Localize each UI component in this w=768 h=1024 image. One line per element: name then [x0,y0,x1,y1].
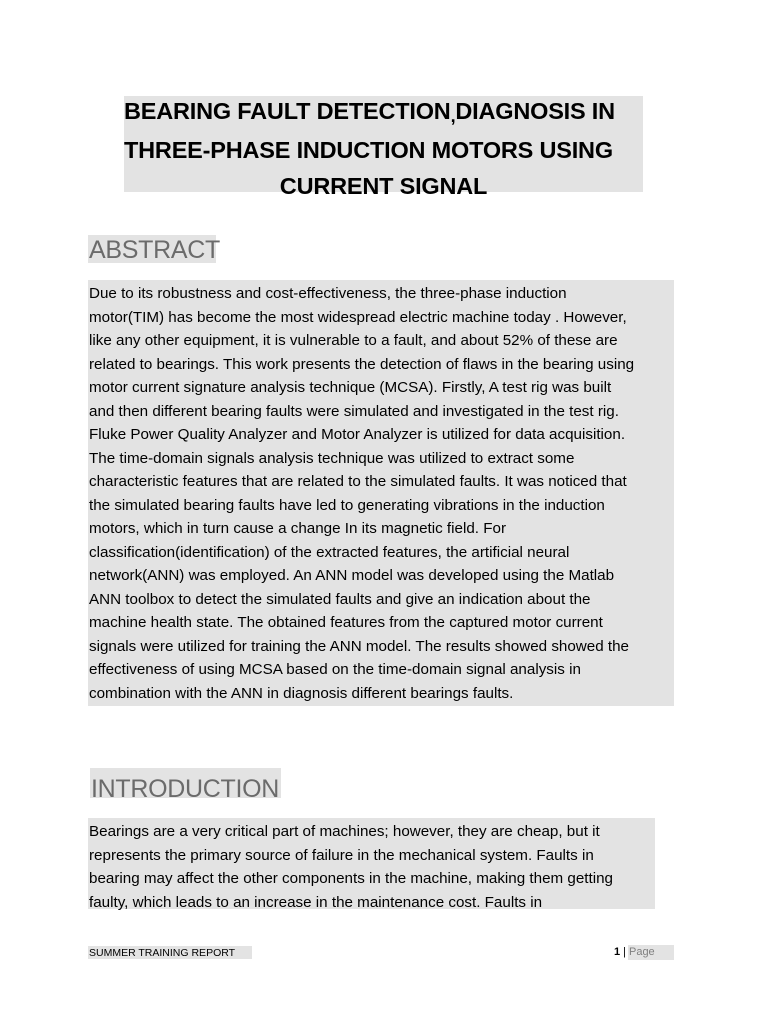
introduction-text-line: faulty, which leads to an increase in the maintenance cost. Faults in [89,893,543,911]
abstract-text-line: effectiveness of using MCSA based on the time-domain signal analysis in [89,661,581,678]
page-separator: | [623,946,626,958]
abstract-paragraph [89,282,673,705]
title-line-1b-text: DIAGNOSIS IN [455,98,615,124]
page-number: 1 [614,946,621,958]
title-line-3: CURRENT SIGNAL [279,173,488,199]
abstract-text-line: related to bearings. This work presents the detection of flaws in the bearing using [89,355,635,373]
abstract-text-line: characteristic features that are related to the simulated faults. It was noticed that [89,473,627,490]
abstract-text-line: Fluke Power Quality Analyzer and Motor Analyzer is utilized for data acquisition. [89,426,626,443]
title-separator: , [450,106,456,126]
abstract-text-line: the simulated bearing faults have led to generating vibrations in the induction [89,496,605,514]
abstract-text-line: motor(TIM) has become the most widespread electric machine today . However, [89,308,627,326]
abstract-text-line: combination with the ANN in diagnosis different bearings faults. [89,684,514,702]
abstract-text-line: ANN toolbox to detect the simulated faults and give an indication about the [89,590,591,608]
abstract-text-line: machine health state. The obtained features from the captured motor current [89,614,603,631]
abstract-text-line: like any other equipment, it is vulnerable to a fault, and about 52% of these are [89,332,618,349]
abstract-text-line: signals were utilized for training the ANN model. The results showed showed the [89,637,630,655]
abstract-text-line: Due to its robustness and cost-effectiveness, the three-phase induction [89,285,567,302]
abstract-heading: ABSTRACT [89,236,220,264]
title-line-2: THREE-PHASE INDUCTION MOTORS USING [124,137,613,163]
title-line-1-text: BEARING FAULT DETECTION [124,98,451,124]
abstract-text-line: motor current signature analysis technique (MCSA). Firstly, A test rig was built [89,379,612,396]
introduction-heading: INTRODUCTION [91,775,280,803]
abstract-text-line: network(ANN) was employed. An ANN model was developed using the Matlab [89,567,615,584]
introduction-text-line: Bearings are a very critical part of machines; however, they are cheap, but it [89,823,600,840]
footer-report-title: SUMMER TRAINING REPORT [89,947,236,959]
footer-page-indicator [614,945,655,960]
abstract-text-line: classification(identification) of the extracted features, the artificial neural [89,543,570,561]
introduction-paragraph [89,820,655,914]
introduction-text-line: bearing may affect the other components in the machine, making them getting [89,870,613,887]
introduction-text-line: represents the primary source of failure in the mechanical system. Faults in [89,846,594,864]
abstract-text-line: and then different bearing faults were simulated and investigated in the test rig. [89,402,619,420]
title-line-1 [124,96,643,128]
abstract-text-line: The time-domain signals analysis technique was utilized to extract some [89,449,575,467]
abstract-text-line: motors, which in turn cause a change In its magnetic field. For [89,520,507,537]
page-label: Page [628,946,655,958]
